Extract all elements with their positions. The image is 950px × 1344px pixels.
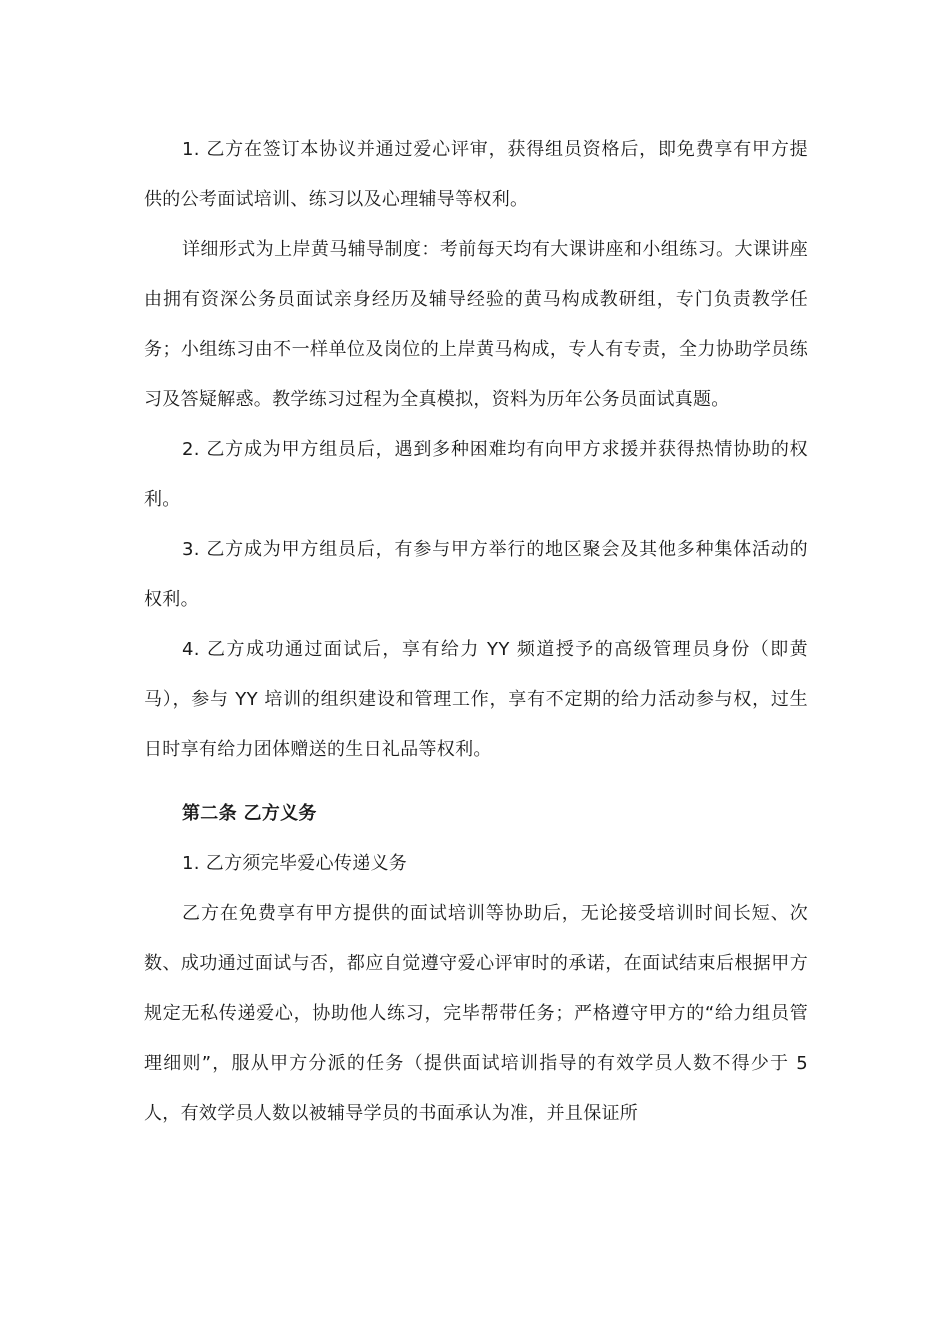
paragraph-right-1: 1. 乙方在签订本协议并通过爱心评审，获得组员资格后，即免费享有甲方提供的公考面试培训、练习以及心理辅导等权利。	[144, 139, 808, 210]
paragraph-right-2: 2. 乙方成为甲方组员后，遇到多种困难均有向甲方求援并获得热情协助的权利。	[144, 439, 808, 510]
paragraph-right-4: 4. 乙方成功通过面试后，享有给力 YY 频道授予的高级管理员身份（即黄马），参与 YY 培训的组织建设和管理工作，享有不定期的给力活动参与权，过生日时享有给力团体赠送的生日礼品等权利。	[144, 639, 808, 760]
section-heading-obligations: 第二条 乙方义务	[182, 803, 317, 824]
paragraph-obligation-1: 1. 乙方须完毕爱心传递义务	[182, 853, 408, 874]
document-page	[144, 125, 808, 1139]
paragraph-right-3: 3. 乙方成为甲方组员后，有参与甲方举行的地区聚会及其他多种集体活动的权利。	[144, 539, 808, 610]
paragraph-tutoring-detail: 详细形式为上岸黄马辅导制度：考前每天均有大课讲座和小组练习。大课讲座由拥有资深公务员面试亲身经历及辅导经验的黄马构成教研组，专门负责教学任务；小组练习由不一样单位及岗位的上岸黄马构成，专人有专责，全力协助学员练习及答疑解惑。教学练习过程为全真模拟，资料为历年公务员面试真题。	[144, 239, 808, 410]
paragraph-obligation-detail: 乙方在免费享有甲方提供的面试培训等协助后，无论接受培训时间长短、次数、成功通过面试与否，都应自觉遵守爱心评审时的承诺，在面试结束后根据甲方规定无私传递爱心，协助他人练习，完毕帮带任务；严格遵守甲方的“给力组员管理细则”，服从甲方分派的任务（提供面试培训指导的有效学员人数不得少于 5 人，有效学员人数以被辅导学员的书面承认为准，并且保证所	[144, 903, 808, 1124]
